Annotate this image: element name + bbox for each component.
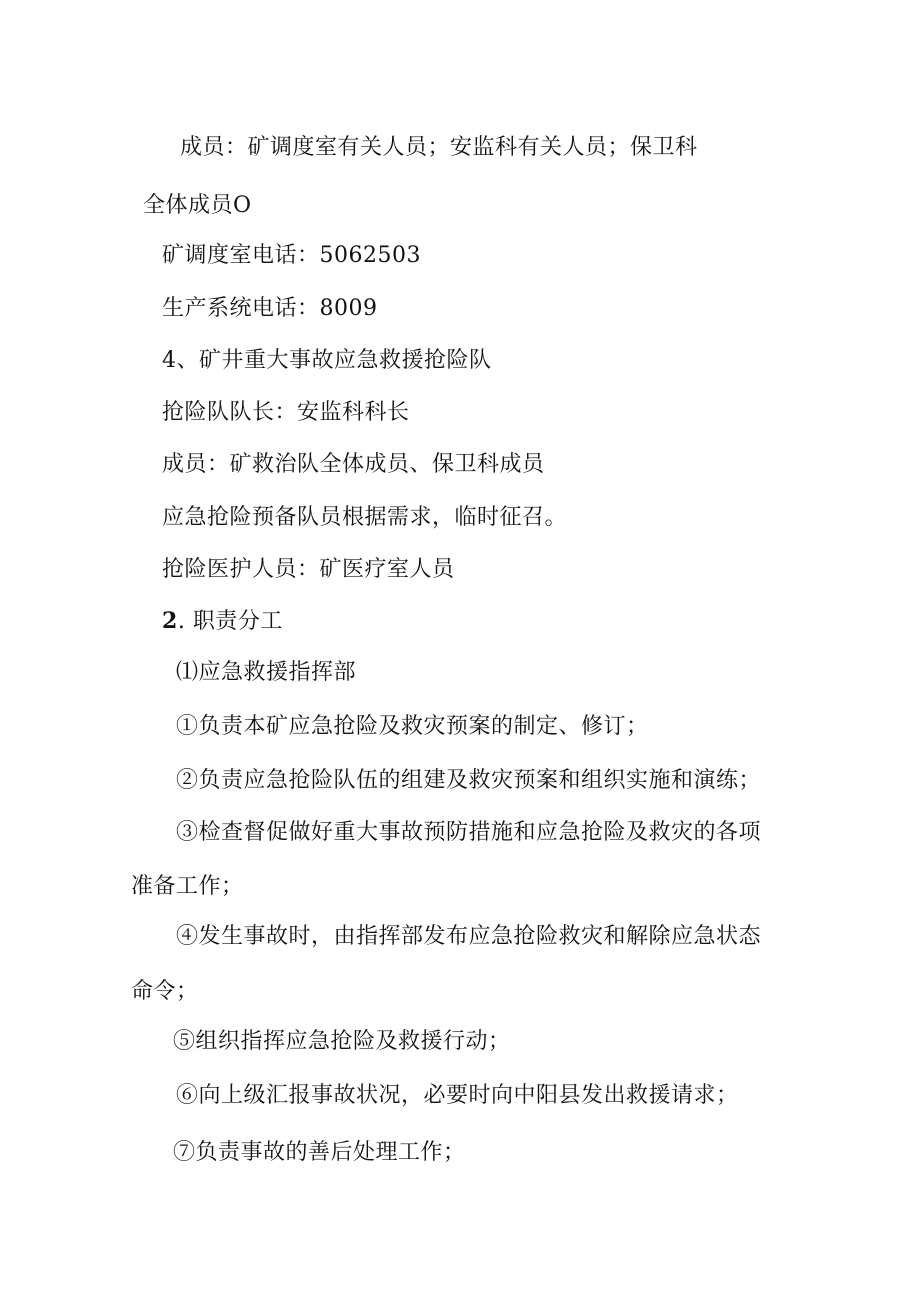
text-line-duty-5: ⑤组织指挥应急抢险及救援行动； [173,1029,511,1054]
text-line-rescue-team-heading: 4、矿井重大事故应急救援抢险队 [162,348,492,373]
section-title: 职责分工 [192,609,283,634]
text-line-duty-6: ⑥向上级汇报事故状况，必要时向中阳县发出救援请求； [176,1083,739,1108]
text-line-members-1-cont: 全体成员O [143,193,252,218]
text-line-duty-3: ③检查督促做好重大事故预防措施和应急抢险及救灾的各项 [176,820,762,845]
text-line-production-phone: 生产系统电话：8009 [162,296,378,321]
text-line-reserve-team: 应急抢险预备队员根据需求，临时征召。 [162,505,568,530]
text-line-duty-4: ④发生事故时，由指挥部发布应急抢险救灾和解除应急状态 [176,924,762,949]
text-line-members-1: 成员：矿调度室有关人员；安监科有关人员；保卫科 [180,135,698,160]
text-line-duty-7: ⑦负责事故的善后处理工作； [173,1140,466,1165]
section-number: 2 [162,608,178,634]
text-line-duty-3-cont: 准备工作； [131,874,244,899]
text-line-members-2: 成员：矿救治队全体成员、保卫科成员 [162,452,545,477]
text-line-duty-2: ②负责应急抢险队伍的组建及救灾预案和组织实施和演练； [176,768,762,793]
text-line-duty-4-cont: 命令； [131,979,199,1004]
text-line-command-center: ⑴应急救援指挥部 [176,660,357,685]
text-line-duties-heading: 2. 职责分工 [162,608,283,634]
text-line-team-leader: 抢险队队长：安监科科长 [162,400,410,425]
text-line-duty-1: ①负责本矿应急抢险及救灾预案的制定、修订； [176,714,649,739]
text-line-dispatch-phone: 矿调度室电话：5062503 [162,243,421,268]
text-line-medical-staff: 抢险医护人员：矿医疗室人员 [162,557,455,582]
